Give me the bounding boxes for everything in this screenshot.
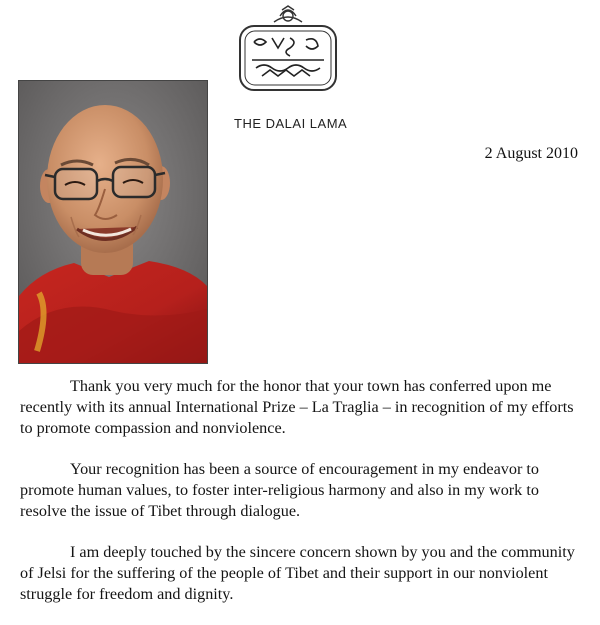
letterhead-title: THE DALAI LAMA	[234, 116, 348, 131]
paragraph-recognition: Your recognition has been a source of encouragement in my endeavor to promote human values, to foster inter-religious harmony and also in my work to resolve the issue of Tibet through dialogue.	[20, 460, 539, 520]
letter-date: 2 August 2010	[484, 145, 578, 162]
letter-body	[20, 376, 580, 625]
paragraph-concern: I am deeply touched by the sincere concern shown by you and the community of Jelsi for the suffering of the people of Tibet and their support in our nonviolent struggle for freedom and dignity.	[20, 543, 575, 603]
portrait-photo	[18, 80, 208, 364]
dalai-lama-seal-icon	[232, 2, 344, 98]
paragraph-thanks: Thank you very much for the honor that your town has conferred upon me recently with its annual International Prize – La Traglia – in recognition of my efforts to promote compassion and nonviolence.	[20, 377, 574, 437]
